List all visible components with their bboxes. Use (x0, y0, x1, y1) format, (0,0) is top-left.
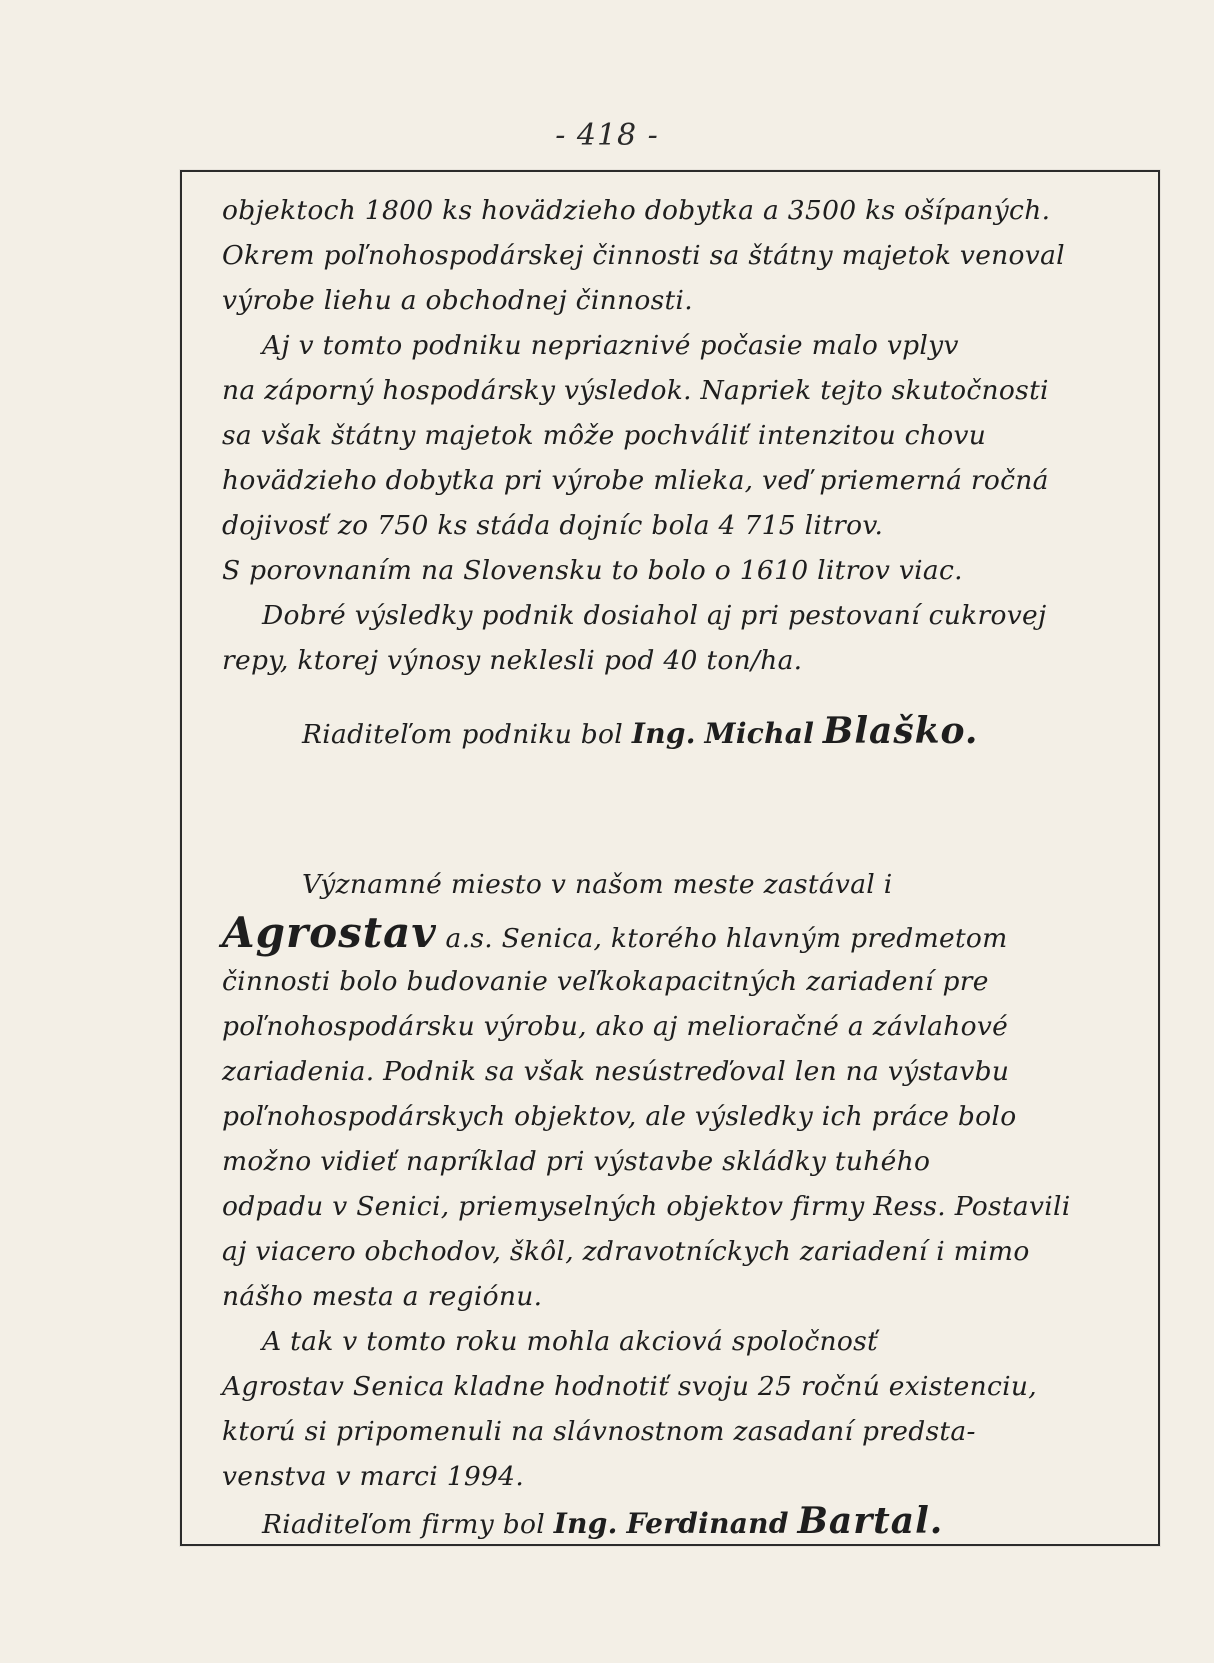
text-line: Aj v tomto podniku nepriaznivé počasie malo vplyv (262, 330, 959, 361)
text-frame (180, 170, 1160, 1546)
text-line: A tak v tomto roku mohla akciová spoločnosť (262, 1326, 878, 1357)
text-line: zariadenia. Podnik sa však nesústreďoval len na výstavbu (222, 1056, 1010, 1087)
agrostav-rest: a.s. Senica, ktorého hlavným predmetom (445, 923, 1008, 954)
text-line: aj viacero obchodov, škôl, zdravotníckych zariadení i mimo (222, 1236, 1030, 1267)
text-line: Dobré výsledky podnik dosiahol aj pri pestovaní cukrovej (262, 600, 1047, 631)
text-line: Významné miesto v našom meste zastával i (302, 869, 893, 900)
director-first-name: Ferdinand (626, 1507, 789, 1540)
director-title: Ing. (553, 1507, 618, 1540)
handwritten-text (222, 188, 1138, 1544)
agrostav-line (222, 907, 1138, 959)
text-line: dojivosť zo 750 ks stáda dojníc bola 4 715 litrov. (222, 510, 884, 541)
text-line: na záporný hospodársky výsledok. Napriek tejto skutočnosti (222, 375, 1049, 406)
text-line: objektoch 1800 ks hovädzieho dobytka a 3500 ks ošípaných. (222, 195, 1051, 226)
text-line: nášho mesta a regiónu. (222, 1281, 543, 1312)
director-last-name: Blaško. (822, 710, 979, 752)
director-prefix: Riaditeľom firmy bol (262, 1509, 545, 1540)
director-last-name: Bartal. (797, 1500, 944, 1542)
director-line-2 (222, 1499, 1138, 1544)
text-line: výrobe liehu a obchodnej činnosti. (222, 285, 693, 316)
text-line: poľnohospodárskych objektov, ale výsledky ich práce bolo (222, 1101, 1017, 1132)
text-line: sa však štátny majetok môže pochváliť intenzitou chovu (222, 420, 987, 451)
text-line: Agrostav Senica kladne hodnotiť svoju 25 ročnú existenciu, (222, 1371, 1037, 1402)
text-line: Okrem poľnohospodárskej činnosti sa štátny majetok venoval (222, 240, 1065, 271)
spacer (222, 754, 1138, 862)
agrostav-name: Agrostav (222, 908, 437, 957)
text-line: poľnohospodársku výrobu, ako aj melioračné a závlahové (222, 1011, 1009, 1042)
director-prefix: Riaditeľom podniku bol (302, 719, 624, 750)
text-line: odpadu v Senici, priemyselných objektov firmy Ress. Postavili (222, 1191, 1071, 1222)
director-title: Ing. (631, 717, 696, 750)
text-line: venstva v marci 1994. (222, 1461, 525, 1492)
text-line: S porovnaním na Slovensku to bolo o 1610 litrov viac. (222, 555, 963, 586)
page-number: - 418 - (555, 118, 659, 153)
text-line: repy, ktorej výnosy neklesli pod 40 ton/ha. (222, 645, 803, 676)
text-line: ktorú si pripomenuli na slávnostnom zasadaní predsta- (222, 1416, 976, 1447)
text-line: hovädzieho dobytka pri výrobe mlieka, veď priemerná ročná (222, 465, 1049, 496)
text-line: možno vidieť napríklad pri výstavbe skládky tuhého (222, 1146, 931, 1177)
director-first-name: Michal (704, 717, 815, 750)
text-line: činnosti bolo budovanie veľkokapacitných zariadení pre (222, 966, 989, 997)
director-line-1 (222, 709, 1138, 754)
